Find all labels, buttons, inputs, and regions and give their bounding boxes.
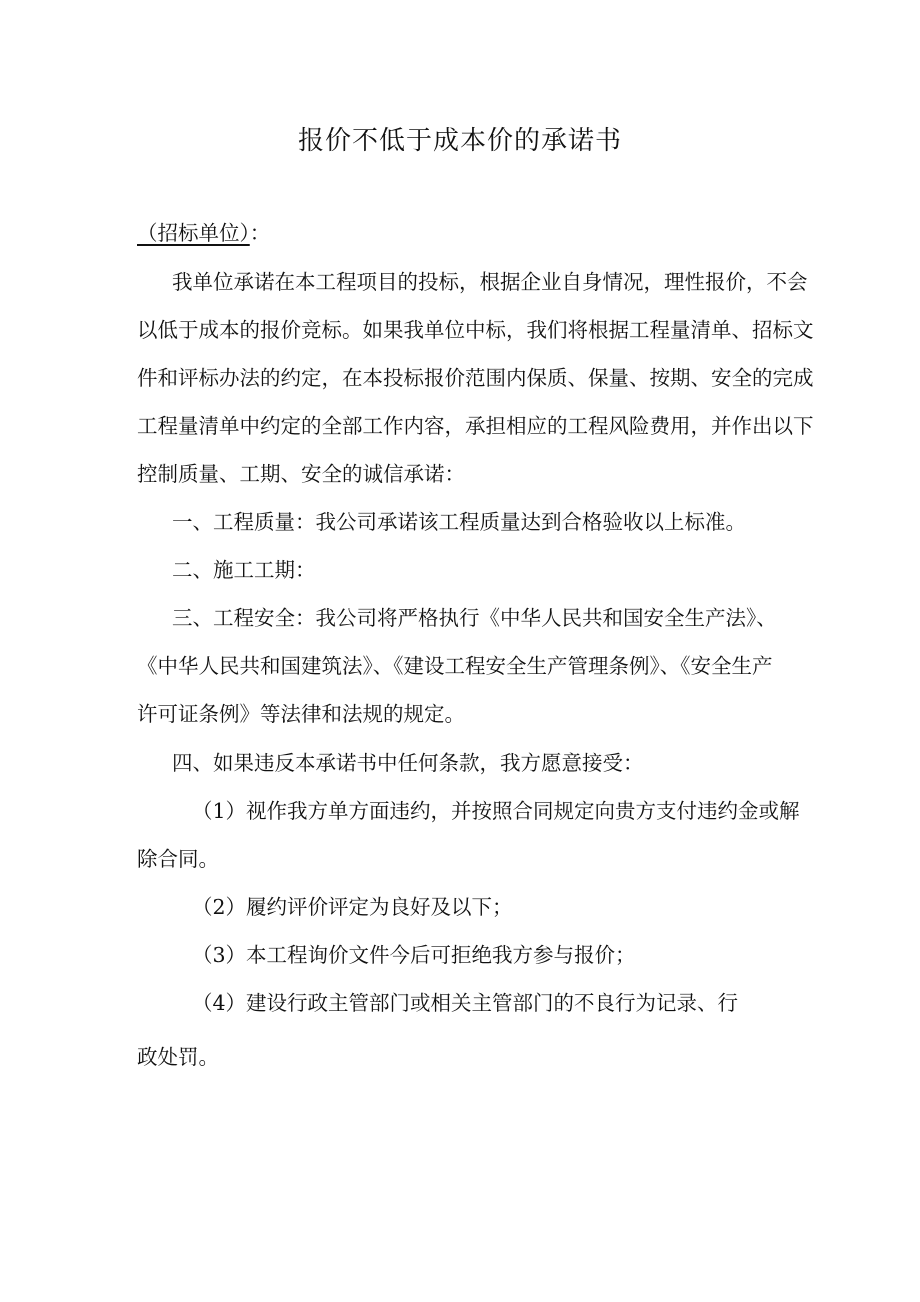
body-line: 件和评标办法的约定，在本投标报价范围内保质、保量、按期、安全的完成: [137, 366, 814, 390]
clause-schedule: 二、施工工期：: [172, 558, 316, 582]
document-title: 报价不低于成本价的承诺书: [297, 126, 622, 156]
body-line: 我单位承诺在本工程项目的投标，根据企业自身情况，理性报价，不会: [172, 270, 808, 294]
body-line: 政处罚。: [137, 1045, 219, 1069]
body-line: 《中华人民共和国建筑法》、《建设工程安全生产管理条例》、《安全生产: [137, 654, 773, 678]
clause-safety: 三、工程安全：我公司将严格执行《中华人民共和国安全生产法》、: [172, 606, 777, 630]
body-line: 以低于成本的报价竞标。如果我单位中标，我们将根据工程量清单、招标文: [137, 318, 814, 342]
clause-quality: 一、工程质量：我公司承诺该工程质量达到合格验收以上标准。: [172, 510, 746, 534]
penalty-item: （3）本工程询价文件今后可拒绝我方参与报价；: [192, 943, 636, 967]
body-line: 工程量清单中约定的全部工作内容，承担相应的工程风险费用，并作出以下: [137, 414, 814, 438]
recipient-blank: （招标单位）: [137, 221, 250, 245]
body-line: 除合同。: [137, 847, 219, 871]
penalty-item: （1）视作我方单方面违约，并按照合同规定向贵方支付违约金或解: [192, 799, 800, 823]
clause-breach: 四、如果违反本承诺书中任何条款，我方愿意接受：: [172, 751, 644, 775]
penalty-item: （4）建设行政主管部门或相关主管部门的不良行为记录、行: [192, 991, 739, 1015]
body-line: 控制质量、工期、安全的诚信承诺：: [137, 462, 465, 486]
penalty-item: （2）履约评价评定为良好及以下；: [192, 895, 513, 919]
recipient-colon: ：: [249, 221, 271, 245]
recipient-line: [137, 219, 270, 247]
body-line: 许可证条例》等法律和法规的规定。: [137, 702, 465, 726]
